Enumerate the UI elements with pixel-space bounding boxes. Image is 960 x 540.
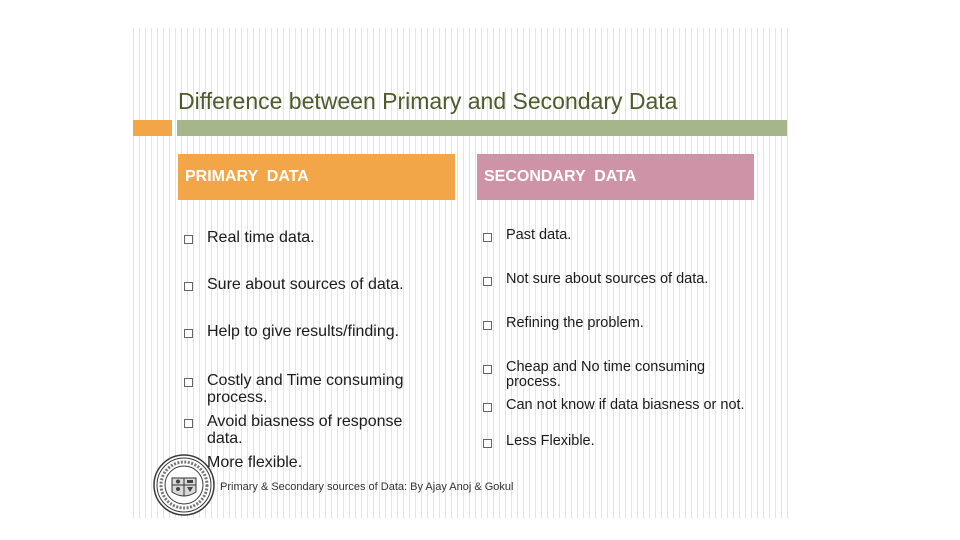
list-item-text: Less Flexible.	[506, 433, 595, 449]
list-item-text: Past data.	[506, 227, 572, 243]
list-item-text: Real time data.	[207, 229, 315, 246]
college-seal-icon	[153, 454, 215, 516]
square-bullet-icon	[483, 233, 492, 242]
square-bullet-icon	[483, 321, 492, 330]
primary-data-header: PRIMARY DATA	[178, 154, 455, 200]
list-item-text: Sure about sources of data.	[207, 276, 404, 293]
accent-bar-orange	[133, 120, 172, 136]
list-item-text: Refining the problem.	[506, 315, 644, 331]
secondary-data-header: SECONDARY DATA	[477, 154, 754, 200]
accent-bar-green	[177, 120, 787, 136]
list-item-text: Can not know if data biasness or not.	[506, 397, 745, 413]
list-item-text: Avoid biasness of response data.	[207, 413, 403, 447]
square-bullet-icon	[184, 329, 193, 338]
square-bullet-icon	[483, 277, 492, 286]
square-bullet-icon	[483, 439, 492, 448]
list-item-text: Not sure about sources of data.	[506, 271, 709, 287]
square-bullet-icon	[184, 282, 193, 291]
footer-caption: Primary & Secondary sources of Data: By Ajay Anoj & Gokul	[220, 481, 514, 493]
square-bullet-icon	[483, 403, 492, 412]
square-bullet-icon	[184, 378, 193, 387]
square-bullet-icon	[184, 235, 193, 244]
slide-title: Difference between Primary and Secondary Data	[178, 88, 678, 114]
square-bullet-icon	[483, 365, 492, 374]
list-item-text: More flexible.	[207, 454, 303, 471]
square-bullet-icon	[184, 419, 193, 428]
list-item-text: Cheap and No time consuming process.	[506, 359, 706, 390]
list-item-text: Help to give results/finding.	[207, 323, 400, 340]
list-item-text: Costly and Time consuming process.	[207, 372, 404, 406]
